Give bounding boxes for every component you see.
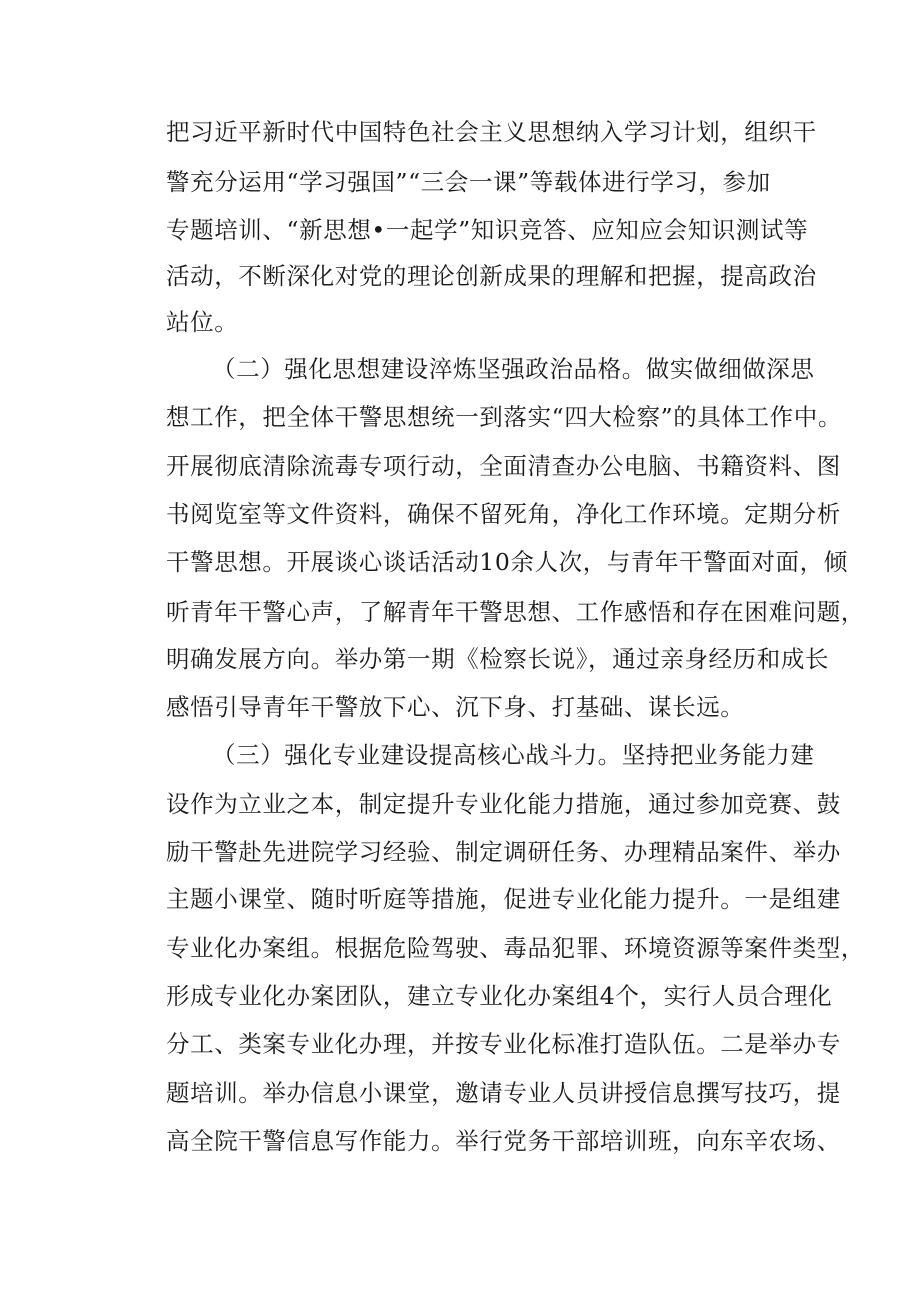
- text-line: 明确发展方向。举办第一期《检察长说》，通过亲身经历和成长: [166, 645, 830, 673]
- section-heading-paragraph: （二）强化思想建设淬炼坚强政治品格。做实做细做深思: [212, 355, 815, 383]
- text-line: 分工、类案专业化办理，并按专业化标准打造队伍。二是举办专: [166, 1030, 841, 1058]
- text-line: 专业化办案组。根据危险驾驶、毒品犯罪、环境资源等案件类型，: [166, 934, 865, 962]
- text-line: 主题小课堂、随时听庭等措施，促进专业化能力提升。一是组建: [166, 885, 841, 913]
- text-line: 感悟引导青年干警放下心、沉下身、打基础、谋长远。: [166, 693, 745, 721]
- text-line: 高全院干警信息写作能力。举行党务干部培训班，向东辛农场、: [166, 1127, 841, 1155]
- text-line: 书阅览室等文件资料，确保不留死角，净化工作环境。定期分析: [166, 500, 841, 528]
- text-line: 形成专业化办案团队，建立专业化办案组4个，实行人员合理化: [166, 982, 833, 1010]
- text-line: 干警思想。开展谈心谈话活动10余人次，与青年干警面对面，倾: [166, 548, 848, 576]
- text-line: 题培训。举办信息小课堂，邀请专业人员讲授信息撰写技巧，提: [166, 1079, 841, 1107]
- text-line: 想工作，把全体干警思想统一到落实“四大检察”的具体工作中。: [166, 403, 842, 431]
- text-line: 听青年干警心声，了解青年干警思想、工作感悟和存在困难问题，: [166, 598, 865, 626]
- text-line: 专题培训、“新思想•一起学”知识竞答、应知应会知识测试等: [166, 216, 809, 244]
- section-heading-paragraph: （三）强化专业建设提高核心战斗力。坚持把业务能力建: [212, 741, 815, 769]
- text-line: 站位。: [166, 308, 239, 336]
- text-line: 警充分运用“学习强国”“三会一课”等载体进行学习，参加: [166, 168, 771, 196]
- text-line: 开展彻底清除流毒专项行动，全面清查办公电脑、书籍资料、图: [166, 452, 841, 480]
- text-line: 设作为立业之本，制定提升专业化能力措施，通过参加竞赛、鼓: [166, 790, 841, 818]
- text-line: 励干警赴先进院学习经验、制定调研任务、办理精品案件、举办: [166, 838, 841, 866]
- text-line: 活动，不断深化对党的理论创新成果的理解和把握，提高政治: [166, 262, 817, 290]
- text-line: 把习近平新时代中国特色社会主义思想纳入学习计划，组织干: [166, 118, 817, 146]
